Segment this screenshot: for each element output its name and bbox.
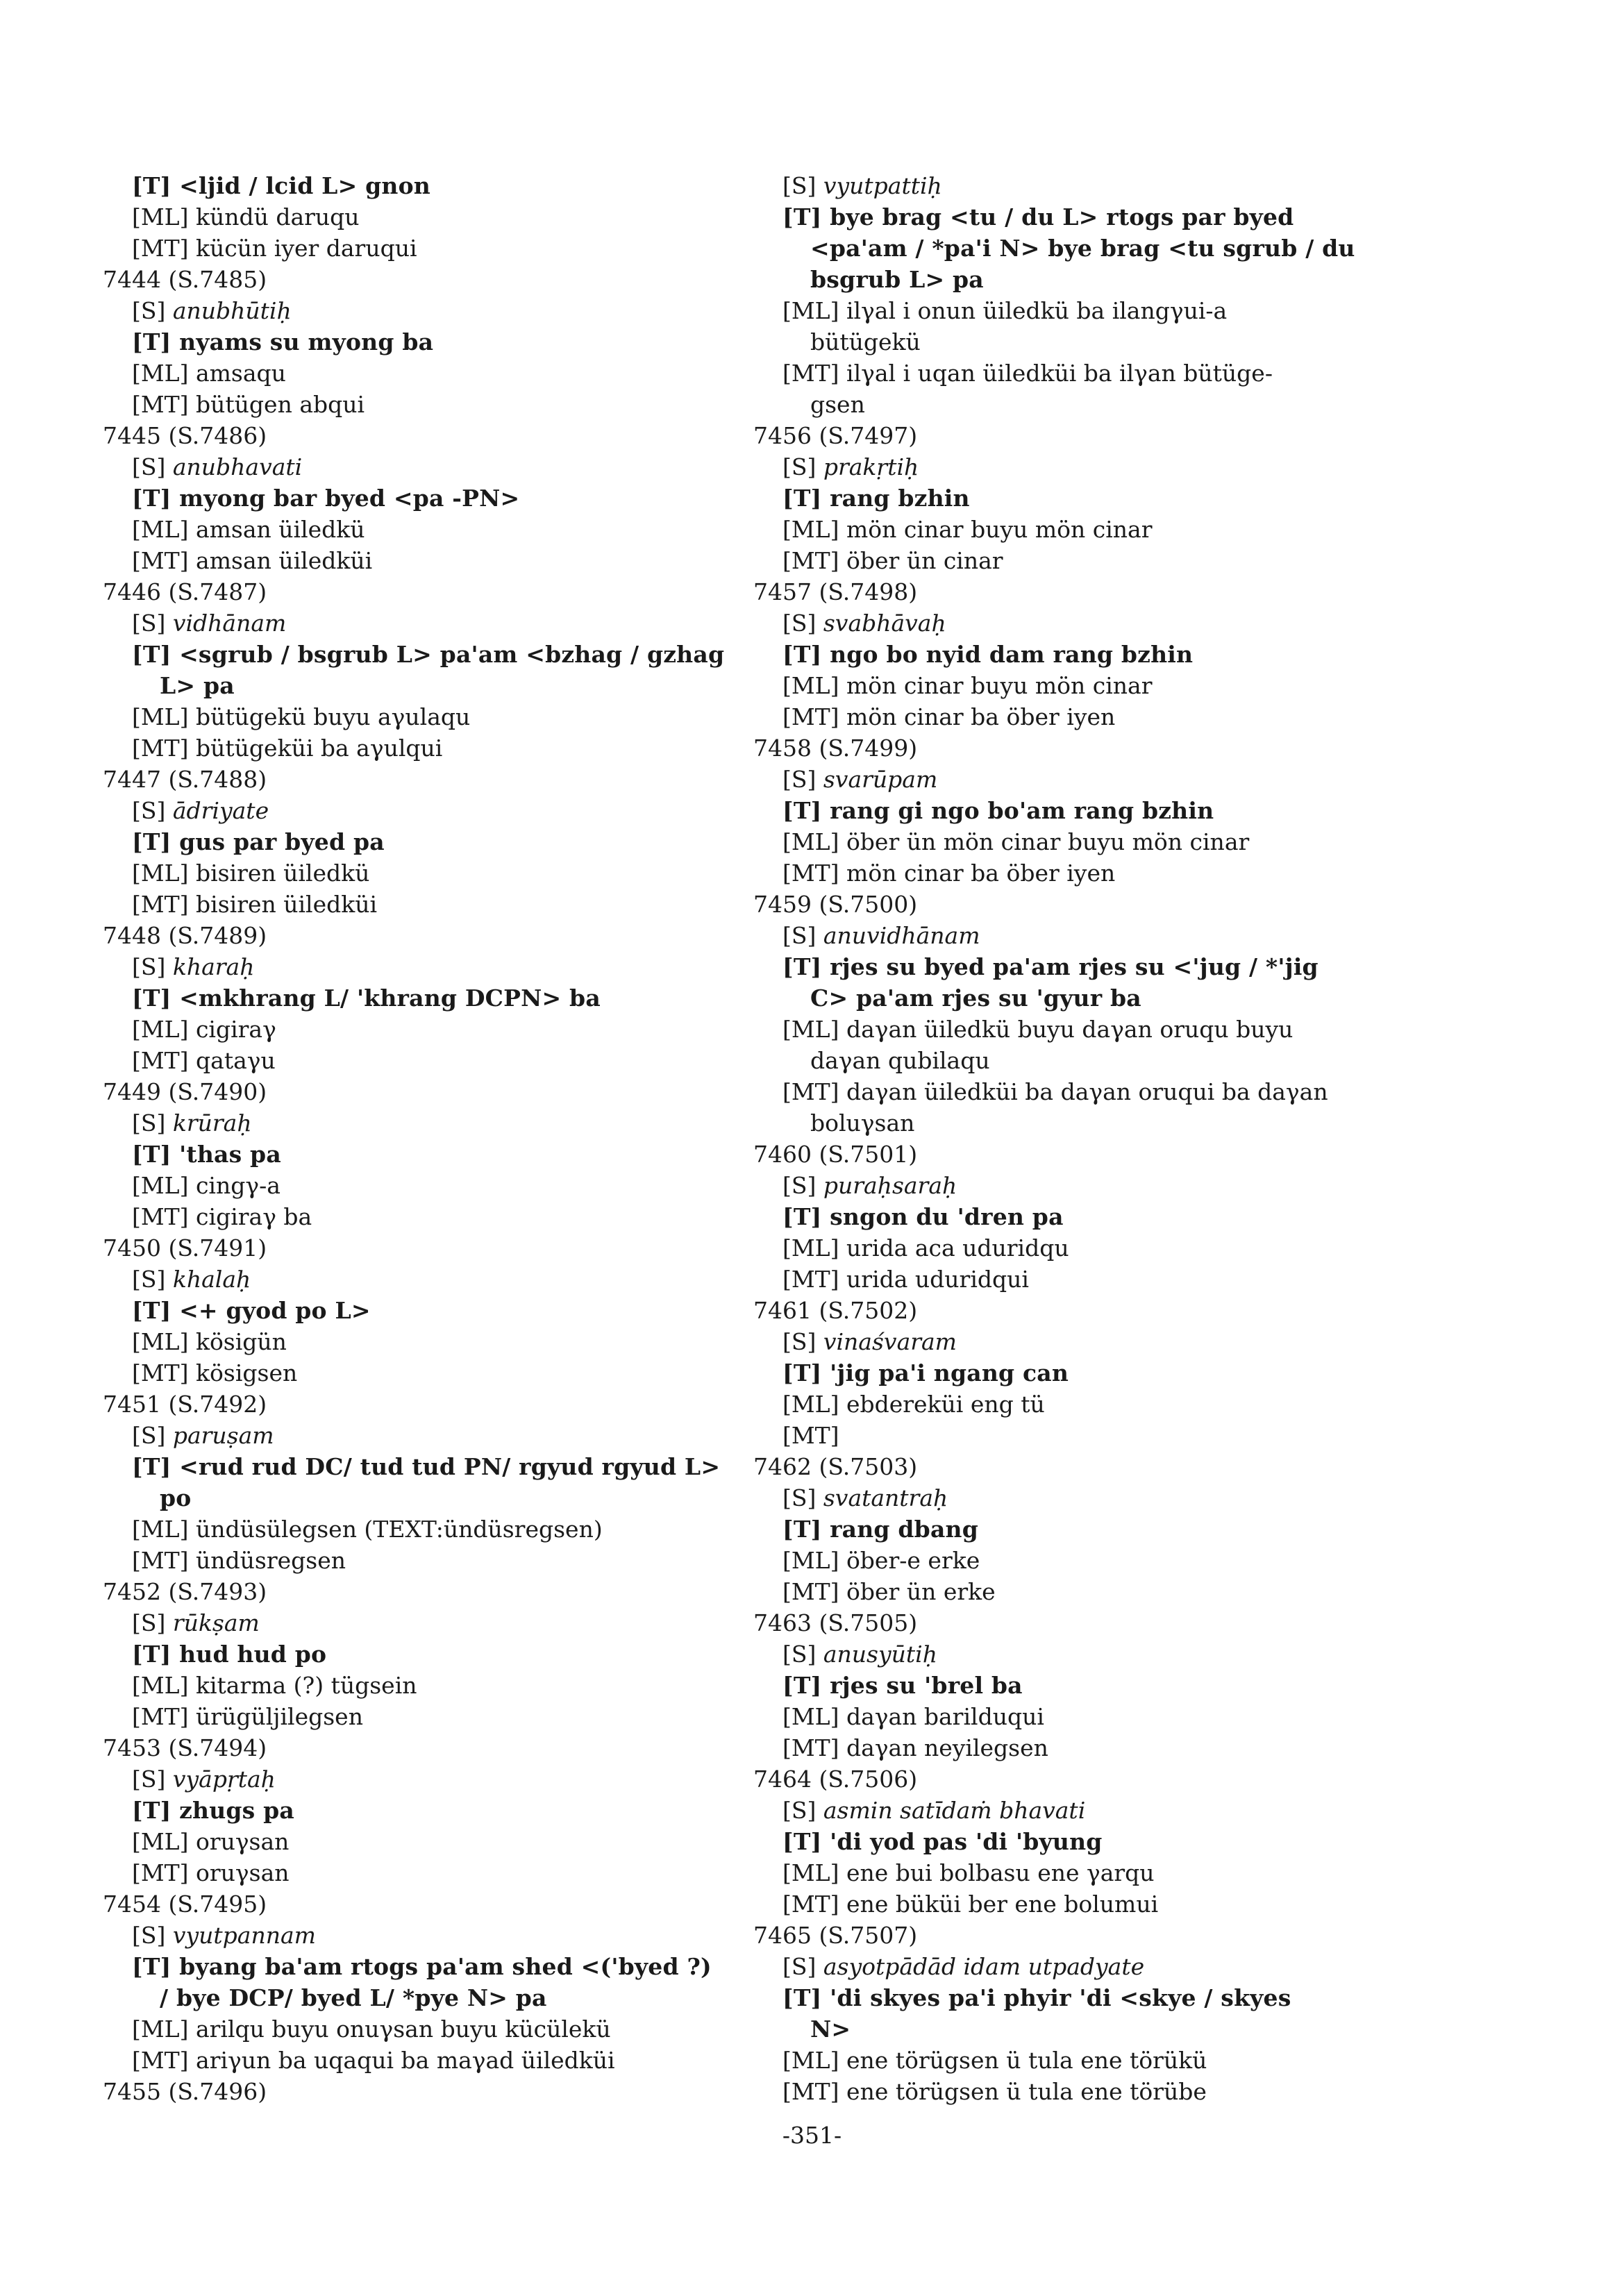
entry-text: [MT] amsan üiledküi bbox=[132, 547, 373, 574]
sanskrit-term: khalaḥ bbox=[172, 1266, 251, 1293]
entry-line bbox=[103, 358, 728, 389]
entry-line bbox=[103, 1326, 728, 1357]
entry-text: [ML] cingγ-a bbox=[132, 1172, 281, 1199]
field-tag: [S] bbox=[132, 453, 173, 480]
entry-text: [ML] kösigün bbox=[132, 1328, 287, 1355]
entry-line bbox=[753, 1795, 1378, 1826]
tibetan-text: [T] bye brag <tu / du L> rtogs par byed bbox=[782, 203, 1294, 231]
sanskrit-term: rūkṣam bbox=[172, 1609, 260, 1636]
entry-line-continuation bbox=[753, 1107, 1378, 1139]
tibetan-text: [T] 'jig pa'i ngang can bbox=[782, 1359, 1069, 1386]
entry-line bbox=[753, 1357, 1378, 1389]
entry-line bbox=[753, 1420, 1378, 1451]
entry-text: bütügekü bbox=[810, 328, 921, 355]
entry-text: [MT] qataγu bbox=[132, 1047, 276, 1074]
tibetan-text: [T] <+ gyod po L> bbox=[132, 1297, 371, 1324]
sanskrit-term: anubhavati bbox=[172, 453, 303, 480]
entry-line-continuation bbox=[753, 1045, 1378, 1076]
entry-line bbox=[103, 701, 728, 732]
entry-line bbox=[103, 1826, 728, 1857]
entry-text: [MT] ene törügsen ü tula ene törübe bbox=[782, 2078, 1207, 2105]
field-tag: [S] bbox=[782, 1953, 823, 1980]
tibetan-text: bsgrub L> pa bbox=[810, 266, 984, 293]
entry-line bbox=[753, 1326, 1378, 1357]
entry-text: [MT] bütügeküi ba aγulqui bbox=[132, 735, 443, 762]
entry-line bbox=[103, 1295, 728, 1326]
entry-number bbox=[103, 1389, 728, 1420]
entry-text: [MT] ündüsregsen bbox=[132, 1547, 346, 1574]
entry-number bbox=[103, 264, 728, 295]
entry-number bbox=[753, 1607, 1378, 1639]
entry-line bbox=[103, 951, 728, 982]
entry-line bbox=[753, 1482, 1378, 1514]
entry-text: 7463 (S.7505) bbox=[753, 1609, 918, 1636]
tibetan-text: [T] rang bzhin bbox=[782, 485, 970, 512]
entry-number bbox=[103, 764, 728, 795]
entry-line bbox=[103, 639, 728, 670]
entry-line bbox=[753, 607, 1378, 639]
tibetan-text: [T] nyams su myong ba bbox=[132, 328, 434, 355]
entry-text: [ML] mön cinar buyu mön cinar bbox=[782, 672, 1153, 699]
tibetan-text: [T] rjes su 'brel ba bbox=[782, 1672, 1023, 1699]
entry-text: gsen bbox=[810, 391, 865, 418]
entry-number bbox=[753, 732, 1378, 764]
entry-number bbox=[103, 2076, 728, 2107]
field-tag: [S] bbox=[782, 1641, 823, 1668]
tibetan-text: [T] hud hud po bbox=[132, 1641, 327, 1668]
entry-text: daγan qubilaqu bbox=[810, 1047, 990, 1074]
entry-line bbox=[103, 826, 728, 857]
entry-line bbox=[103, 795, 728, 826]
entry-text: [ML] daγan barilduqui bbox=[782, 1703, 1044, 1730]
tibetan-text: C> pa'am rjes su 'gyur ba bbox=[810, 984, 1141, 1012]
tibetan-text: <pa'am / *pa'i N> bye brag <tu sgrub / du bbox=[810, 235, 1355, 262]
entry-line bbox=[103, 1639, 728, 1670]
entry-text: [ML] cigiraγ bbox=[132, 1016, 276, 1043]
entry-line bbox=[753, 201, 1378, 233]
entry-line bbox=[103, 732, 728, 764]
tibetan-text: [T] rang dbang bbox=[782, 1516, 978, 1543]
entry-line bbox=[103, 1357, 728, 1389]
field-tag: [S] bbox=[132, 297, 173, 324]
entry-line bbox=[103, 545, 728, 576]
entry-line bbox=[103, 1264, 728, 1295]
sanskrit-term: vyutpannam bbox=[172, 1922, 316, 1949]
entry-number bbox=[103, 1732, 728, 1763]
entry-line bbox=[103, 1701, 728, 1732]
entry-line-continuation bbox=[753, 326, 1378, 358]
entry-text: 7465 (S.7507) bbox=[753, 1922, 918, 1949]
entry-line bbox=[103, 451, 728, 483]
entry-line bbox=[753, 1014, 1378, 1045]
entry-line bbox=[103, 1795, 728, 1826]
entry-text: [ML] oruγsan bbox=[132, 1828, 290, 1855]
sanskrit-term: svarūpam bbox=[823, 766, 938, 793]
entry-line bbox=[103, 1920, 728, 1951]
entry-text: 7446 (S.7487) bbox=[103, 578, 267, 605]
entry-text: [MT] ene büküi ber ene bolumui bbox=[782, 1891, 1159, 1918]
entry-text: 7459 (S.7500) bbox=[753, 891, 918, 918]
sanskrit-term: asyotpādād idam utpadyate bbox=[823, 1953, 1145, 1980]
entry-line bbox=[753, 857, 1378, 889]
tibetan-text: [T] gus par byed pa bbox=[132, 828, 385, 855]
entry-line bbox=[753, 701, 1378, 732]
entry-line bbox=[103, 1763, 728, 1795]
field-tag: [S] bbox=[132, 1266, 173, 1293]
tibetan-text: [T] ngo bo nyid dam rang bzhin bbox=[782, 641, 1194, 668]
entry-line bbox=[753, 670, 1378, 701]
entry-line bbox=[753, 1076, 1378, 1107]
field-tag: [S] bbox=[782, 1328, 823, 1355]
entry-line bbox=[103, 1045, 728, 1076]
tibetan-text: [T] rang gi ngo bo'am rang bzhin bbox=[782, 797, 1214, 824]
sanskrit-term: kharaḥ bbox=[172, 953, 255, 980]
entry-line bbox=[753, 451, 1378, 483]
entry-text: 7452 (S.7493) bbox=[103, 1578, 267, 1605]
entry-line bbox=[753, 1670, 1378, 1701]
entry-text: [MT] bütügen abqui bbox=[132, 391, 365, 418]
entry-line bbox=[753, 1639, 1378, 1670]
tibetan-text: [T] 'di skyes pa'i phyir 'di <skye / skyes bbox=[782, 1984, 1291, 2011]
entry-number bbox=[753, 1920, 1378, 1951]
page-number: -351- bbox=[782, 2122, 842, 2149]
entry-text: [MT] ilγal i uqan üiledküi ba ilγan bütüge- bbox=[782, 360, 1273, 387]
entry-line bbox=[753, 1201, 1378, 1232]
entry-text: [ML] amsan üiledkü bbox=[132, 516, 365, 543]
entry-line bbox=[103, 889, 728, 920]
entry-text: [ML] arilqu buyu onuγsan buyu kücülekü bbox=[132, 2016, 611, 2043]
entry-text: [ML] öber-e erke bbox=[782, 1547, 980, 1574]
entry-number bbox=[103, 1076, 728, 1107]
entry-line bbox=[103, 326, 728, 358]
entry-text: [ML] bütügekü buyu aγulaqu bbox=[132, 703, 471, 730]
sanskrit-term: krūraḥ bbox=[172, 1109, 252, 1137]
entry-text: [MT] kücün iyer daruqui bbox=[132, 235, 417, 262]
entry-line-continuation bbox=[753, 389, 1378, 420]
entry-line-continuation bbox=[753, 233, 1378, 264]
field-tag: [S] bbox=[132, 1422, 173, 1449]
entry-line bbox=[753, 1389, 1378, 1420]
field-tag: [S] bbox=[132, 1609, 173, 1636]
entry-line bbox=[103, 170, 728, 201]
sanskrit-term: prakṛtiḥ bbox=[823, 453, 919, 480]
tibetan-text: / bye DCP/ byed L/ *pye N> pa bbox=[160, 1984, 547, 2011]
entry-text: [ML] urida aca uduridqu bbox=[782, 1234, 1069, 1262]
sanskrit-term: anusyūtiḥ bbox=[823, 1641, 937, 1668]
entry-line bbox=[753, 1170, 1378, 1201]
entry-line bbox=[103, 982, 728, 1014]
entry-text: [ML] öber ün mön cinar buyu mön cinar bbox=[782, 828, 1250, 855]
entry-line bbox=[753, 639, 1378, 670]
entry-text: 7453 (S.7494) bbox=[103, 1734, 267, 1761]
entry-text: 7460 (S.7501) bbox=[753, 1141, 918, 1168]
entry-number bbox=[753, 1763, 1378, 1795]
entry-line bbox=[103, 1014, 728, 1045]
entry-text: [ML] amsaqu bbox=[132, 360, 286, 387]
tibetan-text: [T] byang ba'am rtogs pa'am shed <('byed ?) bbox=[132, 1953, 712, 1980]
entry-text: [MT] mön cinar ba öber iyen bbox=[782, 703, 1116, 730]
entry-line bbox=[103, 295, 728, 326]
tibetan-text: N> bbox=[810, 2016, 851, 2043]
entry-number bbox=[753, 1295, 1378, 1326]
entry-text: [MT] mön cinar ba öber iyen bbox=[782, 860, 1116, 887]
entry-line bbox=[103, 857, 728, 889]
entry-line-continuation bbox=[103, 1982, 728, 2013]
field-tag: [S] bbox=[782, 1484, 823, 1511]
field-tag: [S] bbox=[782, 1797, 823, 1824]
entry-text: [MT] daγan neyilegsen bbox=[782, 1734, 1048, 1761]
entry-text: [ML] ebdereküi eng tü bbox=[782, 1391, 1045, 1418]
entry-text: 7448 (S.7489) bbox=[103, 922, 267, 949]
entry-number bbox=[753, 420, 1378, 451]
field-tag: [S] bbox=[782, 922, 823, 949]
field-tag: [S] bbox=[132, 1109, 173, 1137]
entry-number bbox=[103, 1232, 728, 1264]
entry-line bbox=[103, 1670, 728, 1701]
sanskrit-term: anubhūtiḥ bbox=[172, 297, 292, 324]
entry-text: [MT] bisiren üiledküi bbox=[132, 891, 378, 918]
entry-text: [ML] ene bui bolbasu ene γarqu bbox=[782, 1859, 1155, 1886]
right-column bbox=[753, 170, 1378, 2107]
entry-line bbox=[753, 764, 1378, 795]
sanskrit-term: vinaśvaram bbox=[823, 1328, 957, 1355]
tibetan-text: [T] myong bar byed <pa -PN> bbox=[132, 485, 520, 512]
entry-text: 7445 (S.7486) bbox=[103, 422, 267, 449]
tibetan-text: po bbox=[160, 1484, 192, 1511]
entry-text: [MT] kösigsen bbox=[132, 1359, 298, 1386]
sanskrit-term: vidhānam bbox=[172, 610, 287, 637]
entry-text: 7449 (S.7490) bbox=[103, 1078, 267, 1105]
entry-line bbox=[103, 1451, 728, 1482]
entry-text: 7444 (S.7485) bbox=[103, 266, 267, 293]
entry-text: 7454 (S.7495) bbox=[103, 1891, 267, 1918]
entry-line bbox=[753, 795, 1378, 826]
entry-number bbox=[753, 889, 1378, 920]
sanskrit-term: asmin satīdaṁ bhavati bbox=[823, 1797, 1086, 1824]
entry-text: 7457 (S.7498) bbox=[753, 578, 918, 605]
entry-line bbox=[753, 358, 1378, 389]
entry-text: [ML] bisiren üiledkü bbox=[132, 860, 370, 887]
entry-line bbox=[103, 1139, 728, 1170]
entry-line bbox=[103, 2045, 728, 2076]
entry-text: [MT] cigiraγ ba bbox=[132, 1203, 312, 1230]
entry-number bbox=[103, 1576, 728, 1607]
entry-line bbox=[753, 1826, 1378, 1857]
field-tag: [S] bbox=[782, 1172, 823, 1199]
entry-text: 7464 (S.7506) bbox=[753, 1766, 918, 1793]
entry-line bbox=[103, 514, 728, 545]
entry-text: [MT] bbox=[782, 1422, 839, 1449]
field-tag: [S] bbox=[132, 953, 173, 980]
entry-text: 7455 (S.7496) bbox=[103, 2078, 267, 2105]
entry-line-continuation bbox=[753, 264, 1378, 295]
tibetan-text: [T] 'thas pa bbox=[132, 1141, 281, 1168]
entry-line bbox=[753, 1951, 1378, 1982]
field-tag: [S] bbox=[132, 797, 173, 824]
entry-line bbox=[753, 170, 1378, 201]
left-column bbox=[103, 170, 728, 2107]
entry-text: boluγsan bbox=[810, 1109, 915, 1137]
entry-line bbox=[753, 1888, 1378, 1920]
sanskrit-term: vyutpattiḥ bbox=[823, 172, 942, 199]
entry-text: [MT] ariγun ba uqaqui ba maγad üiledküi bbox=[132, 2047, 615, 2074]
tibetan-text: [T] <mkhrang L/ 'khrang DCPN> ba bbox=[132, 984, 601, 1012]
sanskrit-term: puraḥsaraḥ bbox=[823, 1172, 957, 1199]
entry-text: [ML] mön cinar buyu mön cinar bbox=[782, 516, 1153, 543]
tibetan-text: [T] sngon du 'dren pa bbox=[782, 1203, 1064, 1230]
tibetan-text: [T] <sgrub / bsgrub L> pa'am <bzhag / gzhag bbox=[132, 641, 725, 668]
entry-text: [ML] kündü daruqu bbox=[132, 203, 360, 231]
entry-line bbox=[753, 920, 1378, 951]
entry-line bbox=[103, 1170, 728, 1201]
entry-text: [ML] kitarma (?) tügsein bbox=[132, 1672, 417, 1699]
field-tag: [S] bbox=[782, 766, 823, 793]
entry-line bbox=[753, 1732, 1378, 1763]
entry-line bbox=[753, 1514, 1378, 1545]
entry-line bbox=[103, 1951, 728, 1982]
entry-text: [MT] daγan üiledküi ba daγan oruqui ba daγan bbox=[782, 1078, 1328, 1105]
entry-number bbox=[753, 576, 1378, 607]
field-tag: [S] bbox=[782, 610, 823, 637]
entry-line bbox=[753, 1857, 1378, 1888]
entry-number bbox=[103, 920, 728, 951]
entry-text: [ML] ene törügsen ü tula ene törükü bbox=[782, 2047, 1207, 2074]
tibetan-text: [T] rjes su byed pa'am rjes su <'jug / *'jig bbox=[782, 953, 1319, 980]
entry-line bbox=[103, 201, 728, 233]
entry-line bbox=[753, 1701, 1378, 1732]
sanskrit-term: paruṣam bbox=[172, 1422, 274, 1449]
entry-number bbox=[753, 1451, 1378, 1482]
entry-line-continuation bbox=[103, 670, 728, 701]
entry-line bbox=[103, 1607, 728, 1639]
entry-text: 7447 (S.7488) bbox=[103, 766, 267, 793]
entry-line bbox=[103, 389, 728, 420]
entry-line bbox=[103, 607, 728, 639]
entry-line bbox=[103, 1420, 728, 1451]
entry-line bbox=[753, 483, 1378, 514]
sanskrit-term: ādriyate bbox=[172, 797, 269, 824]
tibetan-text: [T] <rud rud DC/ tud tud PN/ rgyud rgyud L> bbox=[132, 1453, 721, 1480]
entry-line-continuation bbox=[753, 982, 1378, 1014]
entry-number bbox=[103, 576, 728, 607]
entry-text: 7450 (S.7491) bbox=[103, 1234, 267, 1262]
field-tag: [S] bbox=[132, 1766, 173, 1793]
entry-line bbox=[103, 483, 728, 514]
entry-text: [MT] öber ün cinar bbox=[782, 547, 1003, 574]
entry-line bbox=[753, 2045, 1378, 2076]
entry-line bbox=[753, 1264, 1378, 1295]
entry-number bbox=[753, 1139, 1378, 1170]
entry-text: 7458 (S.7499) bbox=[753, 735, 918, 762]
entry-line bbox=[753, 545, 1378, 576]
field-tag: [S] bbox=[782, 172, 823, 199]
entry-line bbox=[103, 2013, 728, 2045]
entry-line bbox=[753, 951, 1378, 982]
entry-line bbox=[103, 1545, 728, 1576]
entry-text: 7456 (S.7497) bbox=[753, 422, 918, 449]
entry-text: [ML] ilγal i onun üiledkü ba ilangγui-a bbox=[782, 297, 1228, 324]
entry-number bbox=[103, 1888, 728, 1920]
sanskrit-term: anuvidhānam bbox=[823, 922, 980, 949]
entry-line bbox=[753, 1232, 1378, 1264]
entry-text: [MT] ürügüljilegsen bbox=[132, 1703, 363, 1730]
entry-line bbox=[753, 2076, 1378, 2107]
entry-text: 7451 (S.7492) bbox=[103, 1391, 267, 1418]
tibetan-text: [T] <ljid / lcid L> gnon bbox=[132, 172, 430, 199]
entry-line bbox=[753, 826, 1378, 857]
entry-line bbox=[753, 1545, 1378, 1576]
entry-line bbox=[753, 1982, 1378, 2013]
entry-line bbox=[103, 1857, 728, 1888]
entry-text: [MT] öber ün erke bbox=[782, 1578, 996, 1605]
tibetan-text: [T] zhugs pa bbox=[132, 1797, 294, 1824]
field-tag: [S] bbox=[132, 610, 173, 637]
sanskrit-term: svatantraḥ bbox=[823, 1484, 948, 1511]
entry-text: [MT] oruγsan bbox=[132, 1859, 290, 1886]
entry-text: [ML] daγan üiledkü buyu daγan oruqu buyu bbox=[782, 1016, 1294, 1043]
entry-number bbox=[103, 420, 728, 451]
entry-line-continuation bbox=[103, 1482, 728, 1514]
tibetan-text: [T] 'di yod pas 'di 'byung bbox=[782, 1828, 1103, 1855]
sanskrit-term: vyāpṛtaḥ bbox=[172, 1766, 276, 1793]
sanskrit-term: svabhāvaḥ bbox=[823, 610, 946, 637]
field-tag: [S] bbox=[782, 453, 823, 480]
entry-text: [ML] ündüsülegsen (TEXT:ündüsregsen) bbox=[132, 1516, 603, 1543]
entry-text: 7462 (S.7503) bbox=[753, 1453, 918, 1480]
entry-text: [MT] urida uduridqui bbox=[782, 1266, 1029, 1293]
field-tag: [S] bbox=[132, 1922, 173, 1949]
entry-line bbox=[753, 295, 1378, 326]
entry-line bbox=[103, 1514, 728, 1545]
entry-line bbox=[103, 1107, 728, 1139]
tibetan-text: L> pa bbox=[160, 672, 235, 699]
entry-line bbox=[753, 1576, 1378, 1607]
entry-line bbox=[103, 1201, 728, 1232]
entry-line bbox=[753, 514, 1378, 545]
entry-line bbox=[103, 233, 728, 264]
entry-text: 7461 (S.7502) bbox=[753, 1297, 918, 1324]
entry-line-continuation bbox=[753, 2013, 1378, 2045]
